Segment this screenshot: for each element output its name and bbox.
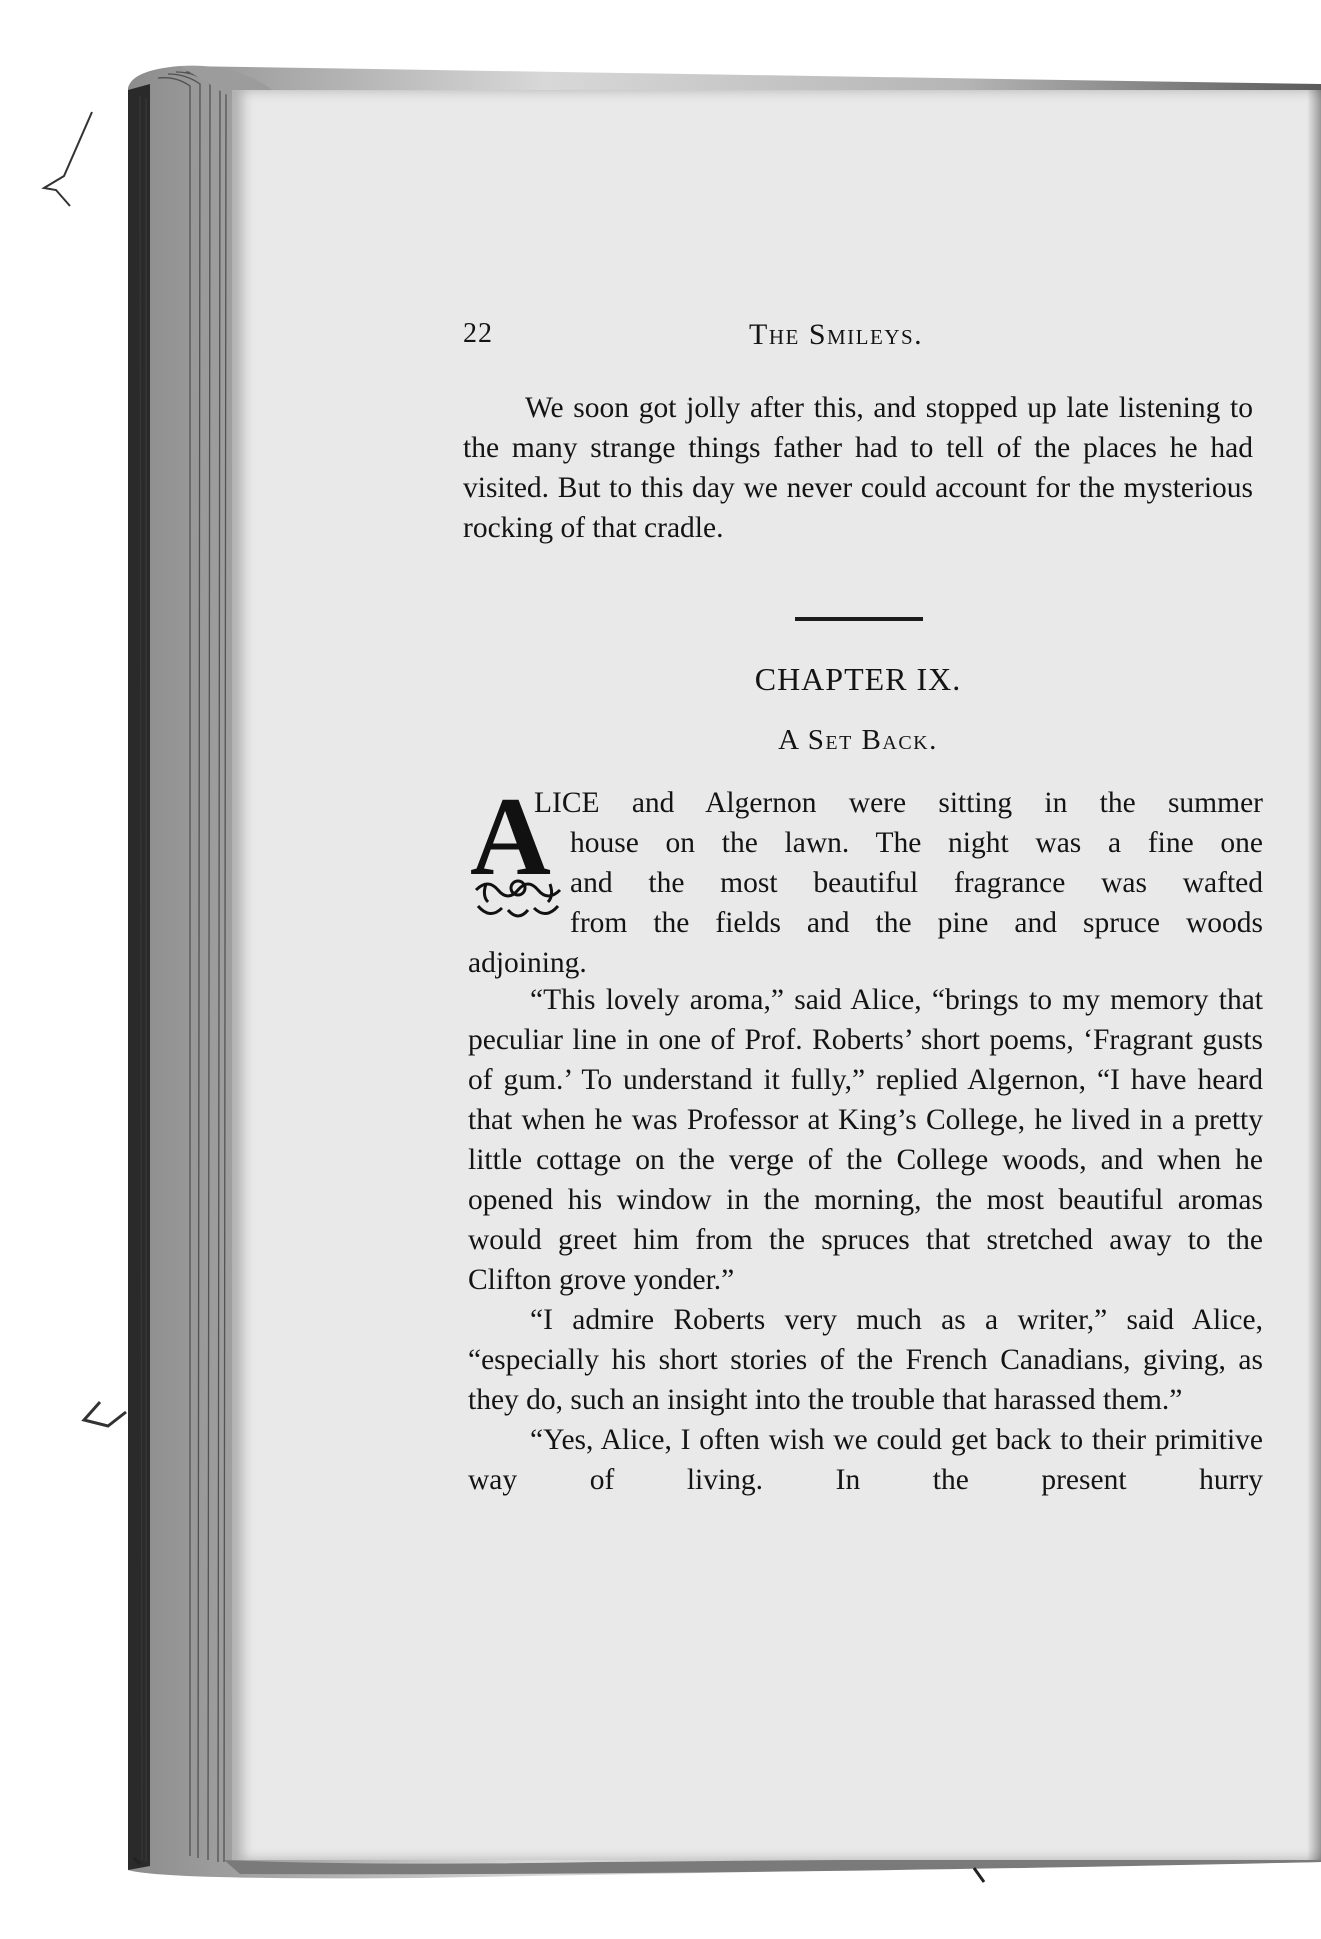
body-text: [468, 980, 1263, 1500]
paragraph: “I admire Roberts very much as a writer,” said Alice, “especially his short stories of the French Canadians, giving, as they do, such an insight into the trouble that harassed them.”: [468, 1304, 1263, 1416]
paragraph-line: adjoining.: [468, 947, 587, 979]
scratch-mark-3: [974, 1868, 984, 1882]
drop-cap-letter: A: [470, 782, 551, 899]
paragraph-line: and the most beautiful fragrance was wafted: [570, 867, 1263, 899]
top-paragraph-block: [463, 388, 1253, 548]
paragraph: We soon got jolly after this, and stopped up late listening to the many strange things father had to tell of the places he had visited. But to this day we never could account for the mysterious rocking of that cradle.: [463, 392, 1253, 544]
paragraph: “This lovely aroma,” said Alice, “brings to my memory that peculiar line in one of Prof. Roberts’ short poems, ‘Fragrant gusts of gum.’ To understand it fully,” replied Algernon, “I have heard that when he was Professor at King’s College, he lived in a pretty little cottage on the verge of the College woods, and when he opened his window in the morning, the most beautiful aromas would greet him from the spruces that stretched away to the Clifton grove yonder.”: [468, 984, 1263, 1296]
paragraph: “Yes, Alice, I often wish we could get back to their primitive way of living. In the present hurry: [468, 1424, 1263, 1496]
chapter-subtitle: A Set Back.: [778, 724, 938, 756]
paragraph-line: from the fields and the pine and spruce woods: [570, 907, 1263, 939]
scratch-mark-2: [84, 1402, 126, 1426]
page-stack-edge-dark: [128, 84, 150, 1870]
scratch-mark: [44, 112, 92, 206]
chapter-title: CHAPTER IX.: [754, 661, 962, 697]
chapter-first-paragraph: [468, 783, 1263, 983]
paragraph-line: LICE and Algernon were sitting in the summer: [534, 787, 1263, 819]
running-title: The Smileys.: [749, 318, 924, 351]
paragraph-line: house on the lawn. The night was a fine one: [570, 827, 1263, 859]
page-number: 22: [463, 318, 493, 349]
section-rule: [795, 617, 923, 621]
running-head: [463, 318, 1278, 358]
